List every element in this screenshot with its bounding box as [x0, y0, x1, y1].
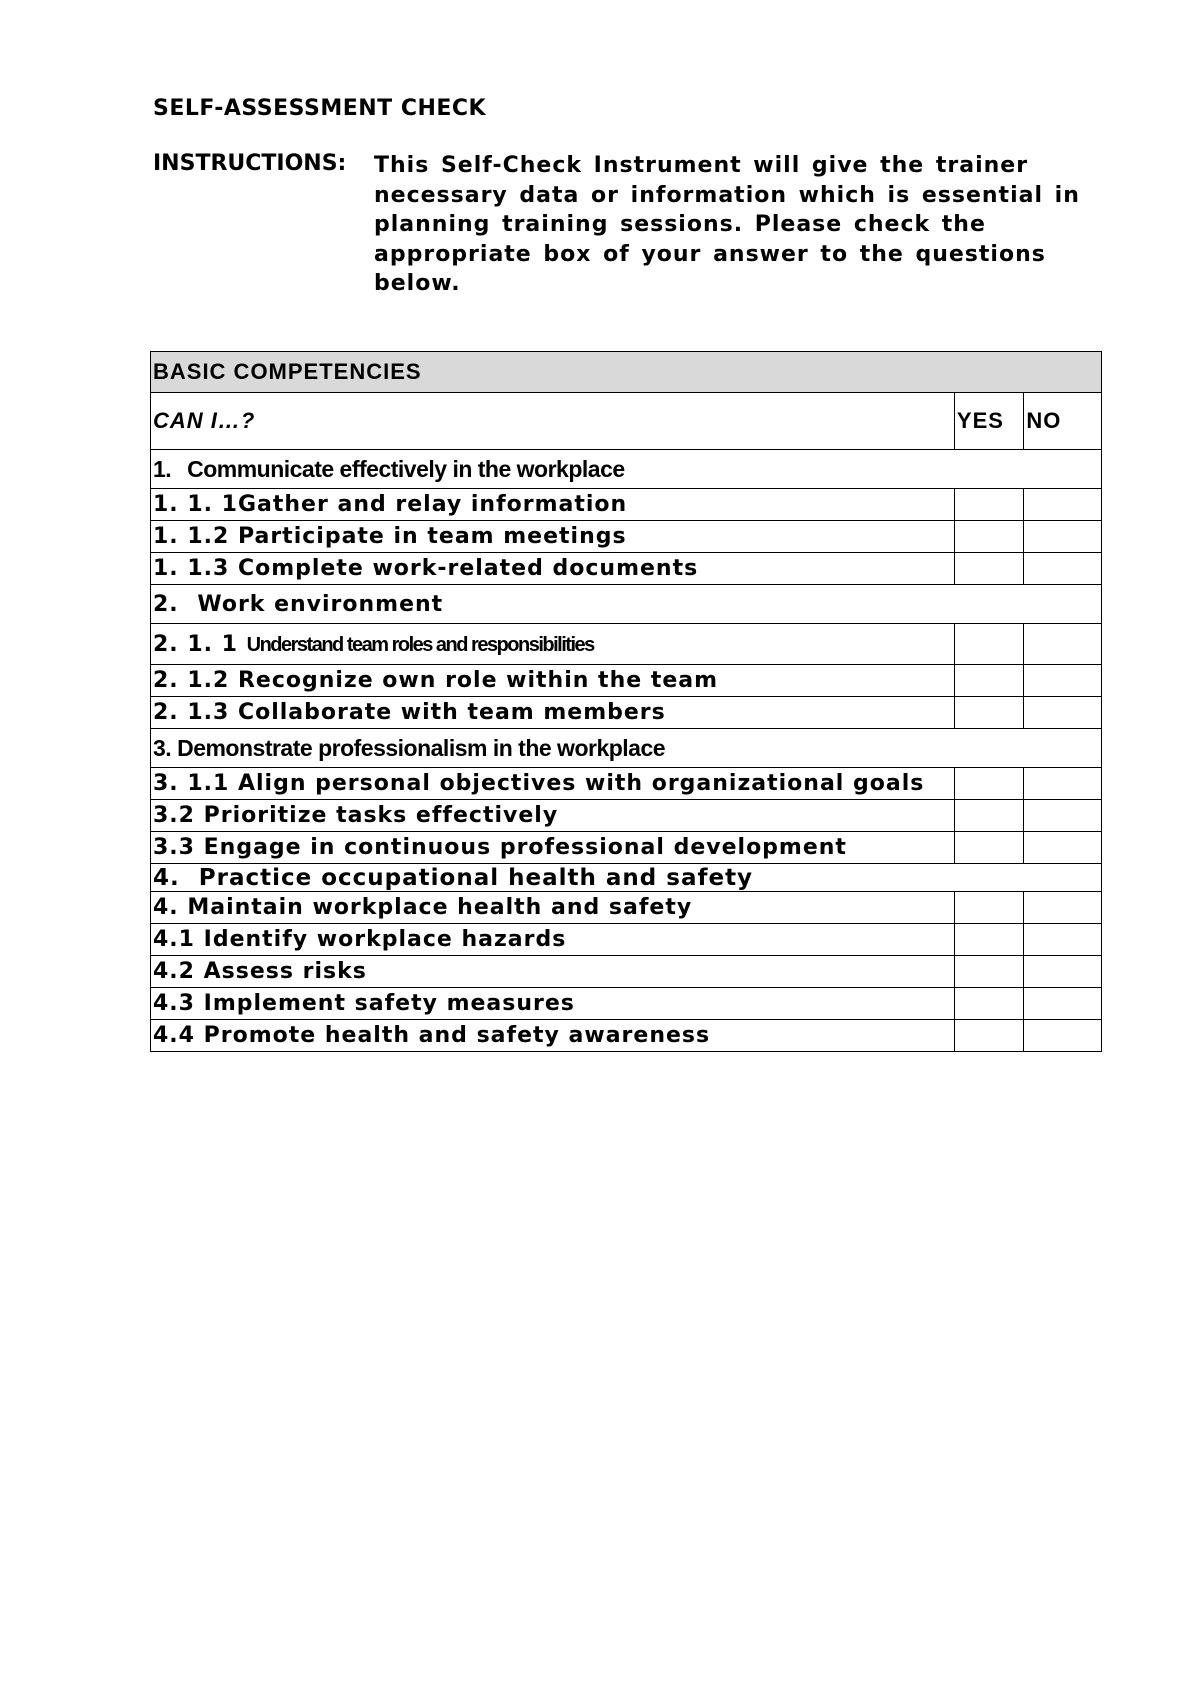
section-heading: [151, 729, 1102, 768]
question-text: 2. 1.2 Recognize own role within the team: [151, 665, 955, 697]
yes-checkbox[interactable]: [954, 553, 1024, 585]
yes-checkbox[interactable]: [954, 697, 1024, 729]
question-text: 1. 1. 1Gather and relay information: [151, 489, 955, 521]
table-row: [151, 1020, 1102, 1052]
question-text: 4.1 Identify workplace hazards: [151, 924, 955, 956]
section-row: [151, 729, 1102, 768]
table-header: BASIC COMPETENCIES: [151, 352, 1102, 393]
table-row: [151, 892, 1102, 924]
yes-checkbox[interactable]: [954, 892, 1024, 924]
no-checkbox[interactable]: [1024, 553, 1102, 585]
table-row: [151, 697, 1102, 729]
table-header-row: [151, 352, 1102, 393]
table-row: [151, 521, 1102, 553]
yes-checkbox[interactable]: [954, 956, 1024, 988]
table-row: [151, 832, 1102, 864]
question-number: 2. 1. 1: [153, 631, 238, 657]
no-column-header: NO: [1024, 393, 1102, 450]
can-i-row: [151, 393, 1102, 450]
section-row: [151, 450, 1102, 489]
no-checkbox[interactable]: [1024, 988, 1102, 1020]
no-checkbox[interactable]: [1024, 800, 1102, 832]
yes-checkbox[interactable]: [954, 489, 1024, 521]
no-checkbox[interactable]: [1024, 832, 1102, 864]
can-i-label: CAN I…?: [151, 393, 955, 450]
no-checkbox[interactable]: [1024, 697, 1102, 729]
no-checkbox[interactable]: [1024, 892, 1102, 924]
question-text: 4.4 Promote health and safety awareness: [151, 1020, 955, 1052]
no-checkbox[interactable]: [1024, 624, 1102, 665]
section-row: [151, 864, 1102, 892]
question-label: Understand team roles and responsibilities: [246, 633, 594, 656]
section-title: Communicate effectively in the workplace: [187, 455, 625, 482]
table-row: [151, 768, 1102, 800]
table-row: [151, 665, 1102, 697]
section-title: Practice occupational health and safety: [198, 864, 754, 891]
section-number: 1.: [153, 455, 172, 482]
question-text: 3.2 Prioritize tasks effectively: [151, 800, 955, 832]
no-checkbox[interactable]: [1024, 521, 1102, 553]
yes-checkbox[interactable]: [954, 832, 1024, 864]
question-text: 3.3 Engage in continuous professional development: [151, 832, 955, 864]
question-text: 4.3 Implement safety measures: [151, 988, 955, 1020]
no-checkbox[interactable]: [1024, 1020, 1102, 1052]
section-number: 3.: [153, 734, 172, 761]
question-text: [151, 624, 955, 665]
table-row: [151, 924, 1102, 956]
yes-checkbox[interactable]: [954, 624, 1024, 665]
section-heading: [151, 864, 1102, 892]
section-row: [151, 585, 1102, 624]
yes-checkbox[interactable]: [954, 988, 1024, 1020]
table-row: [151, 800, 1102, 832]
question-text: 4.2 Assess risks: [151, 956, 955, 988]
document-title: SELF-ASSESSMENT CHECK: [153, 96, 487, 121]
no-checkbox[interactable]: [1024, 956, 1102, 988]
question-text: 4. Maintain workplace health and safety: [151, 892, 955, 924]
question-text: 3. 1.1 Align personal objectives with organizational goals: [151, 768, 955, 800]
no-checkbox[interactable]: [1024, 665, 1102, 697]
table-row: [151, 624, 1102, 665]
table-row: [151, 956, 1102, 988]
question-text: 2. 1.3 Collaborate with team members: [151, 697, 955, 729]
no-checkbox[interactable]: [1024, 489, 1102, 521]
yes-checkbox[interactable]: [954, 521, 1024, 553]
yes-column-header: YES: [954, 393, 1024, 450]
yes-checkbox[interactable]: [954, 768, 1024, 800]
no-checkbox[interactable]: [1024, 768, 1102, 800]
yes-checkbox[interactable]: [954, 1020, 1024, 1052]
no-checkbox[interactable]: [1024, 924, 1102, 956]
instructions-label: INSTRUCTIONS:: [153, 151, 347, 176]
table-row: [151, 988, 1102, 1020]
section-heading: [151, 585, 1102, 624]
question-text: 1. 1.3 Complete work-related documents: [151, 553, 955, 585]
question-text: 1. 1.2 Participate in team meetings: [151, 521, 955, 553]
instructions-text: This Self-Check Instrument will give the trainer necessary data or information which is essential in planning training sessions. Please check the appropriate box of your answer to the questions below.: [374, 153, 1080, 296]
section-number: 2.: [153, 591, 179, 617]
section-title: Work environment: [197, 591, 444, 617]
table-row: [151, 489, 1102, 521]
yes-checkbox[interactable]: [954, 665, 1024, 697]
table-row: [151, 553, 1102, 585]
yes-checkbox[interactable]: [954, 800, 1024, 832]
yes-checkbox[interactable]: [954, 924, 1024, 956]
section-title: Demonstrate professionalism in the workplace: [177, 734, 666, 761]
section-heading: [151, 450, 1102, 489]
competencies-table: [150, 351, 1102, 1052]
section-number: 4.: [153, 864, 180, 891]
